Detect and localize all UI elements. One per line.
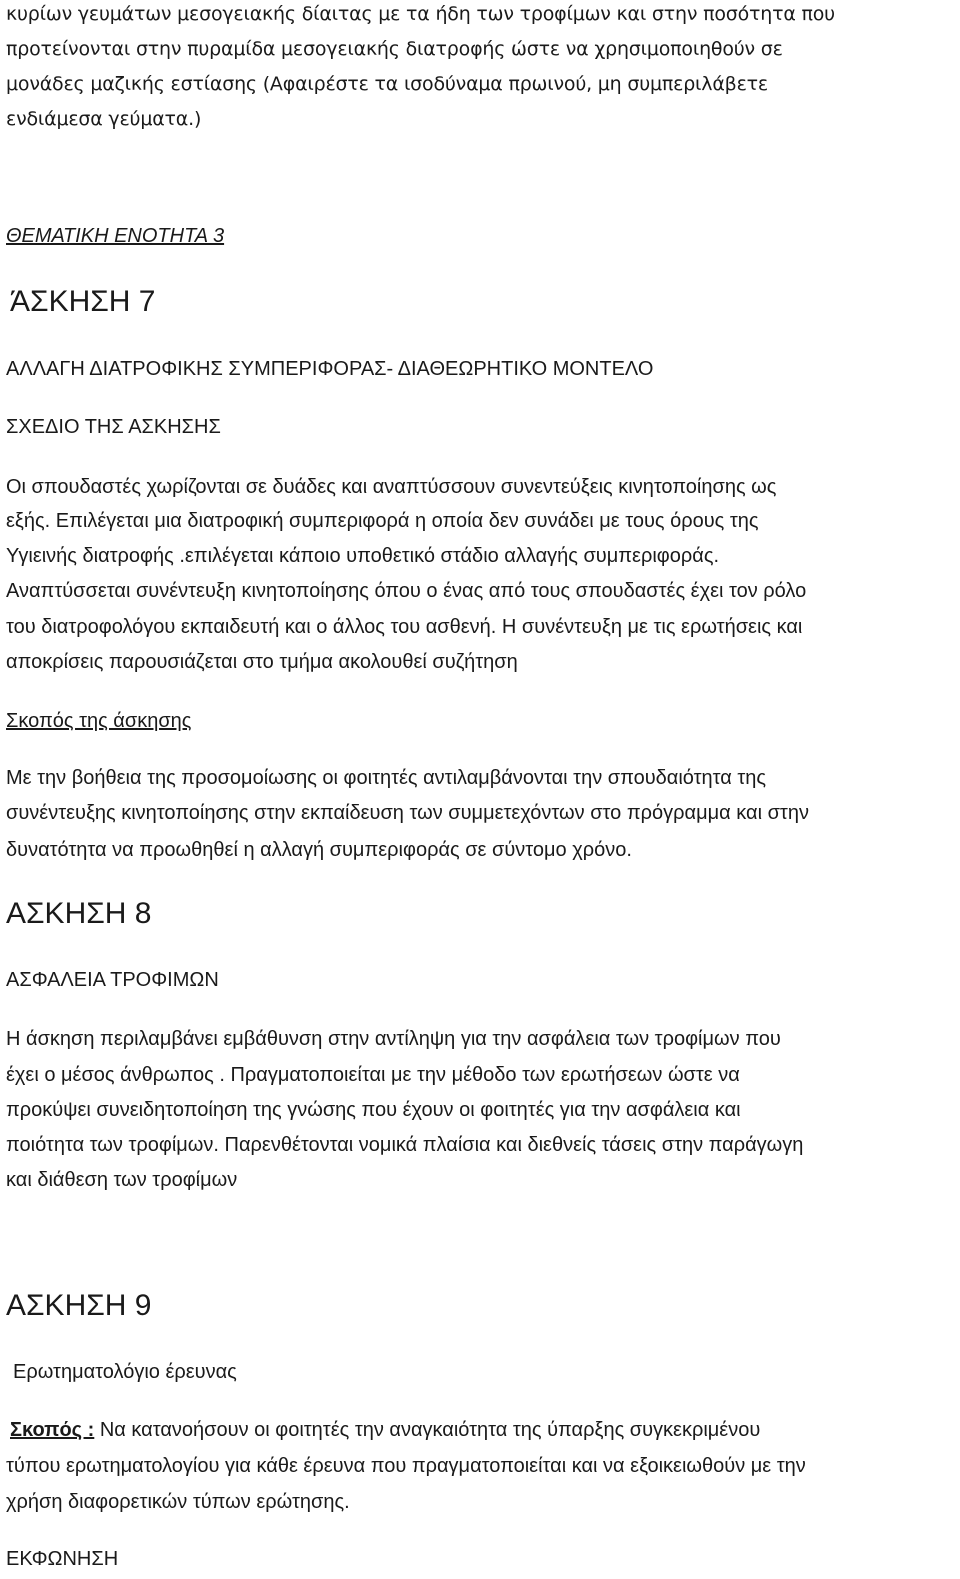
paragraph-line: αποκρίσεις παρουσιάζεται στο τμήμα ακολουθεί συζήτηση <box>6 651 518 673</box>
intro-line: ενδιάμεσα γεύματα.) <box>6 108 202 130</box>
paragraph-line: χρήση διαφορετικών τύπων ερώτησης. <box>6 1491 350 1513</box>
exercise-8-subtitle: ΑΣΦΑΛΕΙΑ ΤΡΟΦΙΜΩΝ <box>6 969 219 991</box>
exercise-9-title: ΑΣΚΗΣΗ 9 <box>6 1289 152 1322</box>
paragraph-line: Οι σπουδαστές χωρίζονται σε δυάδες και αναπτύσσουν συνεντεύξεις κινητοποίησης ως <box>6 476 777 498</box>
exercise-7-purpose-heading: Σκοπός της άσκησης <box>6 710 192 732</box>
unit-heading: ΘΕΜΑΤΙΚΗ ΕΝΟΤΗΤΑ 3 <box>6 225 225 247</box>
paragraph-line: Η άσκηση περιλαμβάνει εμβάθυνση στην αντίληψη για την ασφάλεια των τροφίμων που <box>6 1028 781 1050</box>
paragraph-line: συνέντευξης κινητοποίησης στην εκπαίδευση των συμμετεχόντων στο πρόγραμμα και στην <box>6 802 809 824</box>
exercise-8-title: ΑΣΚΗΣΗ 8 <box>6 897 152 930</box>
paragraph-line: έχει ο μέσος άνθρωπος . Πραγματοποιείται με την μέθοδο των ερωτήσεων ώστε να <box>6 1064 740 1086</box>
exercise-9-purpose-label: Σκοπός : <box>10 1419 95 1441</box>
exercise-9-purpose-first-line <box>10 1418 760 1442</box>
paragraph-line: τύπου ερωτηματολογίου για κάθε έρευνα που πραγματοποιείται και να εξοικειωθούν με την <box>6 1455 806 1477</box>
intro-line: μονάδες μαζικής εστίασης (Αφαιρέστε τα ισοδύναμα πρωινού, μη συμπεριλάβετε <box>6 73 768 95</box>
paragraph-line: εξής. Επιλέγεται μια διατροφική συμπεριφορά η οποία δεν συνάδει με τους όρους της <box>6 510 759 532</box>
paragraph-line: του διατροφολόγου εκπαιδευτή και ο άλλος του ασθενή. Η συνέντευξη με τις ερωτήσεις και <box>6 616 803 638</box>
exercise-9-subtitle: Ερωτηματολόγιο έρευνας <box>13 1361 237 1383</box>
paragraph-line: ποιότητα των τροφίμων. Παρενθέτονται νομικά πλαίσια και διεθνείς τάσεις στην παράγωγη <box>6 1134 804 1156</box>
paragraph-line: και διάθεση των τροφίμων <box>6 1169 238 1191</box>
paragraph-line: Με την βοήθεια της προσομοίωσης οι φοιτητές αντιλαμβάνονται την σπουδαιότητα της <box>6 767 767 789</box>
paragraph-line: Αναπτύσσεται συνέντευξη κινητοποίησης όπου ο ένας από τους σπουδαστές έχει τον ρόλο <box>6 580 807 602</box>
exercise-9-statement-heading: ΕΚΦΩΝΗΣΗ <box>6 1548 119 1570</box>
exercise-7-subtitle: ΑΛΛΑΓΗ ΔΙΑΤΡΟΦΙΚΗΣ ΣΥΜΠΕΡΙΦΟΡΑΣ- ΔΙΑΘΕΩΡΗΤΙΚΟ ΜΟΝΤΕΛΟ <box>6 358 654 380</box>
paragraph-line: δυνατότητα να προωθηθεί η αλλαγή συμπεριφοράς σε σύντομο χρόνο. <box>6 839 632 861</box>
exercise-7-title: ΆΣΚΗΣΗ 7 <box>10 285 156 318</box>
paragraph-line: προκύψει συνειδητοποίηση της γνώσης που έχουν οι φοιτητές για την ασφάλεια και <box>6 1099 741 1121</box>
intro-line: προτείνονται στην πυραμίδα μεσογειακής διατροφής ώστε να χρησιμοποιηθούν σε <box>6 38 783 60</box>
exercise-7-design-heading: ΣΧΕΔΙΟ ΤΗΣ ΑΣΚΗΣΗΣ <box>6 416 221 438</box>
paragraph-line: Υγιεινής διατροφής .επιλέγεται κάποιο υποθετικό στάδιο αλλαγής συμπεριφοράς. <box>6 545 720 567</box>
intro-line: κυρίων γευμάτων μεσογειακής δίαιτας με τα ήδη των τροφίμων και στην ποσότητα που <box>6 3 835 25</box>
exercise-9-purpose-text: Να κατανοήσουν οι φοιτητές την αναγκαιότητα της ύπαρξης συγκεκριμένου <box>94 1419 761 1441</box>
